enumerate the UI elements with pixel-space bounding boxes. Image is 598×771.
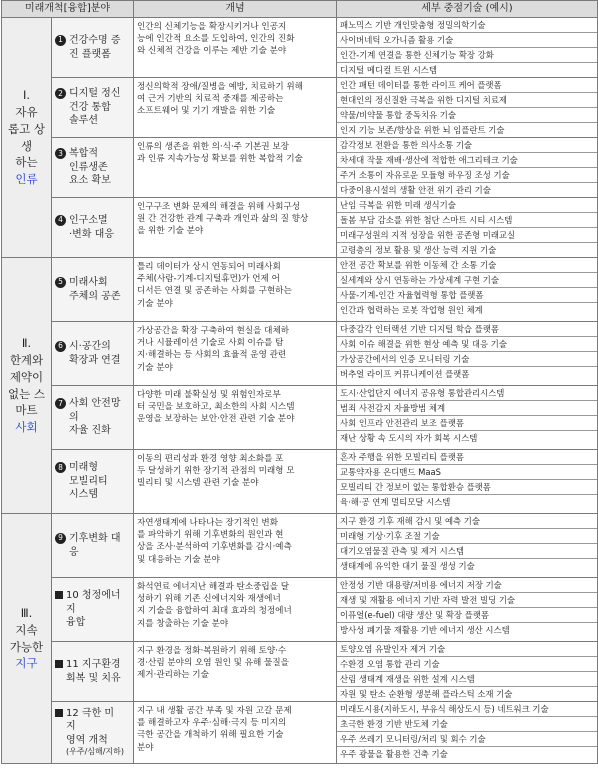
field-number-badge: 1 [55, 35, 66, 46]
table-row [2, 138, 598, 198]
technology-item: 현대인의 정신질환 극복을 위한 디지털 치료제 [337, 93, 597, 108]
table-row [2, 78, 598, 138]
technology-item: 버추얼 라이프 커뮤니케이션 플랫폼 [340, 369, 470, 379]
technology-item: 차세대 작물 재배·생산에 적합한 애그리테크 기술 [337, 153, 597, 168]
description-line: 소프트웨어 및 기기 개발을 위한 기술 [137, 106, 276, 117]
category-highlight: 인류 [15, 171, 38, 186]
field-name-line: 시스템 [69, 489, 98, 501]
description-line: 극한 공간을 개척하기 위해 필요한 기술 [137, 730, 284, 741]
technology-item: 패노믹스 기반 개인맞춤형 정밀의학기술 [337, 18, 597, 33]
field-name [69, 147, 131, 188]
technology-item: 실세계와 상시 연동하는 가상세계 구현 기술 [337, 273, 597, 288]
description-line: 과 인류 지속가능성 확보를 위한 복합적 기술 [137, 154, 303, 165]
description-line: 두 달성하기 위한 장기적 관점의 미래형 모 [137, 466, 295, 477]
field-name [69, 340, 131, 367]
field-name-line: 응 [69, 546, 79, 558]
table-row [2, 258, 598, 322]
table-row [2, 386, 598, 450]
technology-item: 디지털 메디컬 트윈 시스템 [340, 65, 437, 75]
description-line: 자연생태계에 나타나는 장기적인 변화 [137, 518, 279, 528]
field-name [66, 707, 131, 758]
description-line: 를 파악하기 위해 기후변화의 원인과 현 [137, 530, 284, 541]
technology-item: 생태계에 유익한 대기 물질 생성 기술 [340, 561, 475, 571]
field-name-line: 자율 진화 [69, 425, 111, 437]
technology-item: 고령층의 정보 활용 및 생산 능력 지원 기술 [340, 245, 497, 255]
category-line: 마트 [15, 403, 38, 418]
technology-item: 초극한 환경 기반 반도체 기술 [337, 717, 597, 732]
technology-item: 범죄 사전감지 자율방범 체계 [337, 401, 597, 416]
technologies-cell [337, 702, 598, 764]
technologies-cell [337, 578, 598, 642]
technology-item: 토양오염 유발인자 제거 기술 [337, 642, 597, 657]
technology-item: 재생 및 재활용 에너지 기반 자력 발전 빌딩 기술 [337, 593, 597, 608]
field-name-sub: (우주/심해/지하) [66, 747, 125, 757]
table-row [2, 18, 598, 78]
technology-item: 미래도시용(지하도시, 부유식 해상도시 등) 네트워크 기술 [337, 702, 597, 717]
description-line: 가상공간을 확장 구축하여 현실을 대체하 [137, 326, 290, 336]
description-line: 상을 조사·분석하여 기후변화를 감시·예측 [137, 542, 292, 553]
description-line: 거나 시뮬레이션 기술로 사회 이슈를 탐 [137, 338, 284, 349]
technology-item: 미래구성원의 지적 성장을 위한 공존형 미래교실 [337, 228, 597, 243]
technologies-cell [337, 258, 598, 322]
field-name [69, 532, 131, 559]
table-row [2, 702, 598, 764]
technology-item: 약물/비약물 통합 중독치유 기술 [337, 108, 597, 123]
field-name-line: 복합적 [69, 148, 98, 160]
field-name-line: 진 플랫폼 [69, 48, 111, 60]
category-line: Ⅱ. [21, 336, 32, 351]
technology-item: 사회 이슈 해결을 위한 현상 예측 및 대응 기술 [337, 337, 597, 352]
table-row [2, 578, 598, 642]
description-line: 화석연료 에너지난 해결과 탄소중립을 달 [137, 582, 290, 592]
field-number-badge: 9 [55, 533, 66, 544]
technology-item: 우주 광물을 활용한 건축 기술 [340, 749, 448, 759]
description-line: 인구구조 변화 문제의 해결을 위해 사회구성 [137, 202, 301, 212]
technology-item: 가상공간에서의 인증 모니터링 기술 [337, 352, 597, 367]
field-name [69, 276, 131, 303]
header-description: 개념 [134, 1, 337, 18]
category-line: 가능한 [9, 639, 44, 654]
technologies-cell [337, 18, 598, 78]
technologies-cell [337, 450, 598, 514]
description-line: 틀리 데이터가 상시 연동되어 미래사회 [137, 262, 281, 272]
category-line: 생 [20, 138, 33, 153]
field-cell [52, 18, 134, 78]
technology-item: 자원 및 탄소 순환형 생분해 플라스틱 소재 기술 [340, 689, 513, 699]
technology-item: 재난 상황 속 도시의 자가 회복 시스템 [340, 433, 478, 443]
description-line: 터 국민을 보호하고, 최소한의 사회 시스템 [137, 402, 295, 413]
description-cell [134, 18, 337, 78]
description-line: 지구 환경을 정화·복원하기 위해 토양·수 [137, 646, 287, 656]
field-cell [52, 78, 134, 138]
technology-item: 다중감각 인터랙션 기반 디지털 학습 플랫폼 [337, 322, 597, 337]
field-number-badge: 3 [55, 148, 66, 159]
field-name-line: 11 지구환경 [66, 659, 121, 670]
technology-item: 이퓨얼(e-fuel) 대량 생산 및 확장 플랫폼 [337, 608, 597, 623]
description-line: 기술 분야 [137, 362, 173, 373]
field-name-line: 융합 [66, 617, 86, 629]
technologies-cell [337, 78, 598, 138]
description-line: 인간의 신체기능을 확장시키거나 인공지 [137, 22, 287, 32]
field-name [66, 658, 131, 685]
field-name-line: 의 [69, 411, 79, 423]
field-cell [52, 322, 134, 386]
description-line: 여 근거 기반의 치료적 중재를 제공하는 [137, 94, 284, 105]
field-number-badge: 4 [55, 215, 66, 226]
description-line: 지를 창출하는 기술 분야 [137, 618, 229, 629]
field-name-line: 10 청정에너 [66, 590, 121, 602]
description-line: 경·산림 분야의 오염 원인 및 유해 물질을 [137, 658, 289, 669]
field-number-badge: 7 [55, 398, 66, 409]
field-name-line: 인류생존 [69, 161, 108, 173]
table-row [2, 198, 598, 258]
field-name-line: 솔루션 [69, 115, 98, 127]
field-name-line: 확장과 연결 [69, 354, 121, 366]
category-line: 한계와 [9, 353, 44, 368]
technology-item: 다중이용시설의 생활 안전 위기 관리 기술 [340, 185, 491, 195]
technology-item: 인간과 협력하는 로봇 작업형 원인 체계 [340, 305, 483, 315]
technology-item: 방사성 폐기물 재활용 기반 에너지 생산 시스템 [340, 625, 510, 635]
field-name [69, 34, 131, 61]
category-line: 하는 [15, 155, 38, 170]
technology-item: 지구 환경 기후 재해 감시 및 예측 기술 [337, 514, 597, 529]
field-cell [52, 258, 134, 322]
category-highlight: 사회 [15, 419, 38, 434]
field-cell [52, 514, 134, 578]
description-line: 다양한 미래 불확실성 및 위험인자로부 [137, 390, 281, 400]
table-row [2, 642, 598, 702]
field-name [69, 461, 131, 502]
technology-item: 도시·산업단지 에너지 공유형 통합관리시스템 [337, 386, 597, 401]
description-line: 을 위한 기술 분야 [137, 226, 204, 237]
future-fields-table [1, 0, 598, 764]
field-name-line: 영역 개척 [66, 734, 108, 746]
technology-item: 돌봄 부담 감소를 위한 첨단 스마트 시티 시스템 [337, 213, 597, 228]
field-name-line: 시·공간의 [69, 341, 111, 352]
description-line: 를 해결하고자 우주·심해·극지 등 미지의 [137, 718, 287, 729]
header-category: 미래개척[융합]분야 [2, 1, 134, 18]
category-cell [2, 18, 52, 258]
category-line: Ⅲ. [20, 606, 33, 621]
field-cell [52, 198, 134, 258]
description-line: 빌리티 및 시스템 관련 기술 분야 [137, 478, 259, 489]
field-cell [52, 386, 134, 450]
description-line: 분야 [137, 742, 154, 753]
header-technologies: 세부 중점기술 (예시) [337, 1, 598, 18]
technology-item: 안전 공간 확보를 위한 이동체 간 소통 기술 [337, 258, 597, 273]
field-name [69, 87, 131, 128]
description-line: 능에 인간적 요소를 도입하여, 인간의 진화 [137, 34, 295, 45]
technologies-cell [337, 514, 598, 578]
technology-item: 사물-기계-인간 자율협력형 통합 플랫폼 [337, 288, 597, 303]
description-line: 와 신체적 건강을 이루는 제반 기술 분야 [137, 46, 287, 57]
description-line: 인류의 생존을 위한 의·식·주 기본권 보장 [137, 142, 289, 152]
field-name [69, 397, 131, 438]
field-name-line: 디지털 정신 [69, 88, 121, 100]
field-name [66, 589, 131, 630]
technology-item: 인간-기계 연결을 통한 신체기능 확장 강화 [337, 48, 597, 63]
technology-item: 사이버네틱 오가니즘 활용 기술 [337, 33, 597, 48]
technology-item: 산림 생태계 재생을 위한 설계 시스템 [337, 672, 597, 687]
description-line: 성하기 위해 기존 신에너지와 재생에너 [137, 594, 281, 605]
description-line: 디서든 연결 및 공존하는 사회를 구현하는 [137, 286, 292, 297]
field-name-line: 지 [66, 721, 76, 733]
field-name-line: ·변화 대응 [69, 228, 114, 240]
description-line: 주체(사람-기계-디지털휴먼)가 언제 어 [137, 274, 280, 285]
technology-item: 감각정보 전환을 통한 의사소통 기술 [337, 138, 597, 153]
technologies-cell [337, 322, 598, 386]
technology-item: 난임 극복을 위한 미래 생식기술 [337, 198, 597, 213]
field-cell [52, 450, 134, 514]
technology-item: 인간 패턴 데이터를 통한 라이프 케어 플랫폼 [337, 78, 597, 93]
field-name-line: 건강수명 증 [69, 35, 121, 46]
description-line: 및 대응하는 기술 분야 [137, 554, 220, 565]
field-name-line: 인구소멸 [69, 215, 108, 226]
category-line: 지속 [15, 622, 38, 637]
table-row [2, 450, 598, 514]
field-name-line: 요소 확보 [69, 175, 111, 187]
description-cell [134, 702, 337, 764]
category-highlight: 지구 [15, 656, 38, 671]
field-name-line: 모빌리티 [69, 475, 108, 487]
technologies-cell [337, 386, 598, 450]
field-cell [52, 138, 134, 198]
technology-item: 수환경 오염 통합 관리 기술 [337, 657, 597, 672]
technology-item: 미래형 기상·기후 조절 기술 [337, 529, 597, 544]
description-cell [134, 514, 337, 578]
description-cell [134, 322, 337, 386]
description-line: 제거·관리하는 기술 [137, 670, 209, 681]
description-line: 원 간 건강한 관계 구축과 개인과 삶의 질 향상 [137, 214, 309, 225]
technology-item: 주거 소통이 자유로운 모듈형 하우징 조성 기술 [337, 168, 597, 183]
category-cell [2, 258, 52, 514]
description-cell [134, 578, 337, 642]
description-line: 지 기술을 융합하여 최대 효과의 청정에너 [137, 606, 292, 617]
table-header-row [2, 1, 598, 18]
category-line: 자유 [15, 105, 38, 120]
field-name-line: 미래형 [69, 462, 98, 474]
technology-item: 대기오염물질 관측 및 제거 시스템 [337, 544, 597, 559]
technologies-cell [337, 642, 598, 702]
field-number-badge: 6 [55, 341, 66, 352]
field-number-badge: 8 [55, 462, 66, 473]
category-cell [2, 514, 52, 764]
table-row [2, 514, 598, 578]
square-bullet-icon [55, 591, 63, 599]
description-cell [134, 642, 337, 702]
field-name [69, 214, 131, 241]
category-line: 롭고 상 [8, 121, 45, 136]
description-cell [134, 138, 337, 198]
square-bullet-icon [55, 660, 63, 668]
description-cell [134, 258, 337, 322]
category-line: 없는 스 [8, 386, 45, 401]
category-line: Ⅰ. [22, 88, 31, 103]
technology-item: 모빌리티 간 정보이 없는 통합환승 플랫폼 [337, 480, 597, 495]
technology-item: 혼자 주행을 위한 모빌리티 플랫폼 [337, 450, 597, 465]
category-line: 제약이 [9, 369, 44, 384]
technology-item: 사회 인프라 안전관리 보조 플랫폼 [337, 416, 597, 431]
field-name-line: 주체의 공존 [69, 290, 121, 302]
description-cell [134, 386, 337, 450]
description-line: 정신의학적 장애/질병을 예방, 치료하기 위해 [137, 82, 303, 92]
technology-item: 교통약자용 온디맨드 MaaS [337, 465, 597, 480]
description-line: 지구 내 생활 공간 부족 및 자원 고갈 문제 [137, 706, 292, 716]
technology-item: 안정성 기반 대용량/저비용 에너지 저장 기술 [337, 578, 597, 593]
technologies-cell [337, 138, 598, 198]
table-row [2, 322, 598, 386]
field-name-line: 회복 및 치유 [66, 672, 121, 684]
field-cell [52, 702, 134, 764]
field-cell [52, 578, 134, 642]
technology-item: 육·해·공 연계 멀티모달 시스템 [340, 497, 451, 507]
technology-item: 인지 기능 보존/향상을 위한 뇌 임플란트 기술 [340, 125, 505, 135]
field-cell [52, 642, 134, 702]
description-line: 기술 분야 [137, 298, 173, 309]
field-name-line: 지 [66, 603, 76, 615]
field-name-line: 기후변화 대 [69, 533, 121, 544]
description-cell [134, 450, 337, 514]
field-name-line: 사회 안전망 [69, 398, 121, 410]
field-name-line: 12 극한 미 [66, 707, 115, 719]
square-bullet-icon [55, 709, 63, 717]
description-line: 지·해결하는 등 사회의 효율적 운영 관련 [137, 350, 287, 361]
description-line: 운영을 보장하는 보안·안전 관련 기술 분야 [137, 414, 295, 425]
technology-item: 우주 쓰레기 모니터링/처리 및 회수 기술 [337, 732, 597, 747]
field-number-badge: 5 [55, 277, 66, 288]
field-name-line: 건강 통합 [69, 101, 111, 113]
description-line: 이동의 편리성과 환경 영향 최소화를 포 [137, 454, 284, 464]
field-number-badge: 2 [55, 88, 66, 99]
description-cell [134, 78, 337, 138]
description-cell [134, 198, 337, 258]
technologies-cell [337, 198, 598, 258]
field-name-line: 미래사회 [69, 277, 108, 288]
